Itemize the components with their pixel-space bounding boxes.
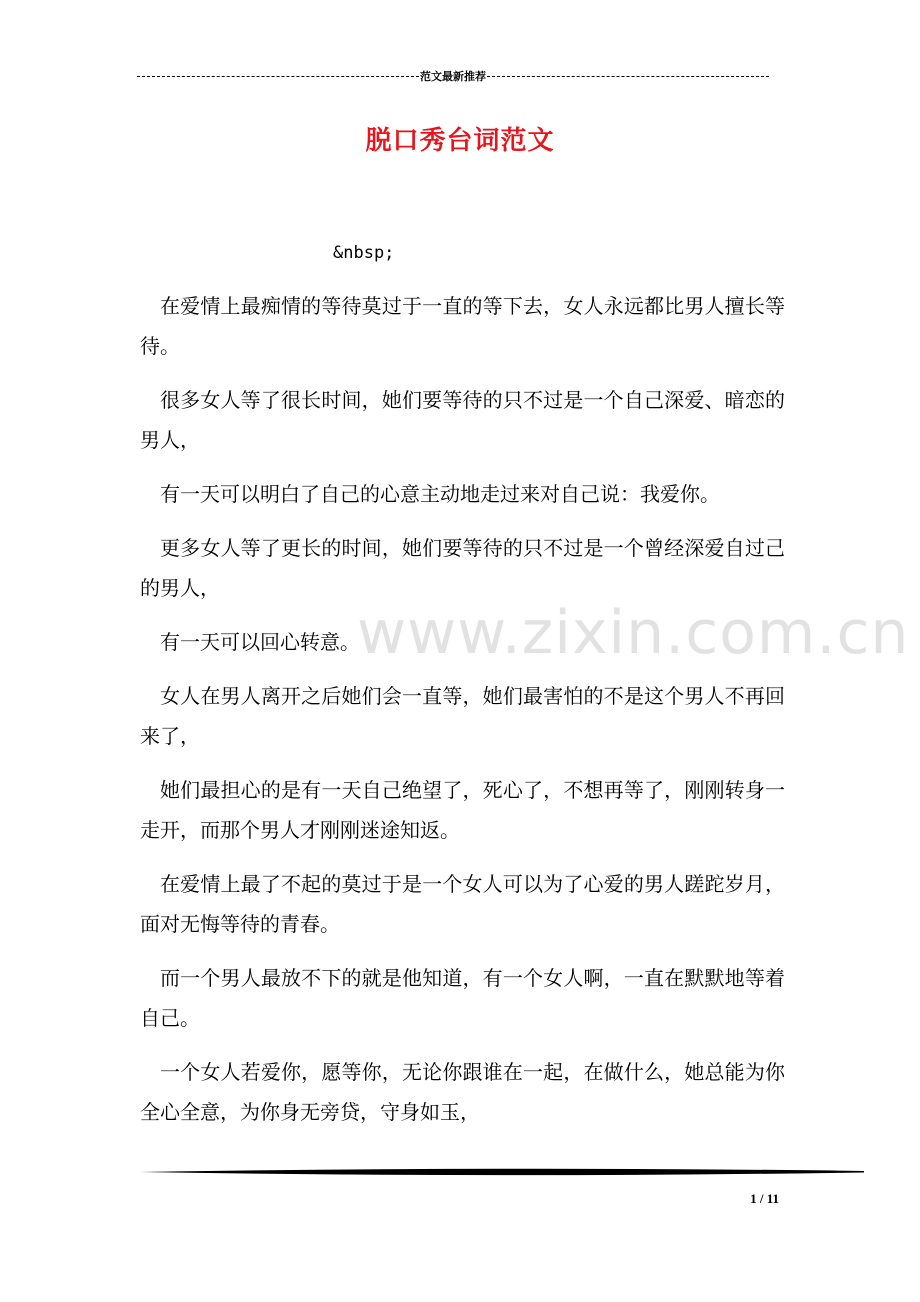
paragraph: 而一个男人最放不下的就是他知道，有一个女人啊，一直在默默地等着自己。: [140, 966, 785, 1030]
document-body: [140, 286, 785, 1146]
nbsp-text: &nbsp;: [333, 243, 395, 263]
paragraph: 女人在男人离开之后她们会一直等，她们最害怕的不是这个男人不再回来了，: [140, 684, 785, 748]
paragraph: 在爱情上最痴情的等待莫过于一直的等下去，女人永远都比男人擅长等待。: [140, 294, 785, 358]
paragraph: 有一天可以回心转意。: [160, 630, 360, 654]
watermark: www.zixin.com.cn: [357, 598, 910, 668]
header-dash-left: [137, 76, 419, 77]
footer-rule: [140, 1165, 864, 1179]
page-header: [137, 66, 769, 86]
paragraph: 很多女人等了很长时间，她们要等待的只不过是一个自己深爱、暗恋的男人，: [140, 388, 785, 452]
paragraph: 有一天可以明白了自己的心意主动地走过来对自己说：我爱你。: [160, 482, 720, 506]
header-dash-right: [487, 76, 769, 77]
header-label: 范文最新推荐: [420, 70, 486, 83]
page-number: 1 / 11: [750, 1191, 779, 1206]
document-title: 脱口秀台词范文: [365, 126, 555, 156]
paragraph: 更多女人等了更长的时间，她们要等待的只不过是一个曾经深爱自过己的男人，: [140, 536, 785, 600]
paragraph: 在爱情上最了不起的莫过于是一个女人可以为了心爱的男人蹉跎岁月，面对无悔等待的青春。: [140, 872, 785, 936]
paragraph: 一个女人若爱你，愿等你，无论你跟谁在一起，在做什么，她总能为你全心全意，为你身无旁贷，守身如玉，: [140, 1060, 785, 1124]
paragraph: 她们最担心的是有一天自己绝望了，死心了，不想再等了，刚刚转身一走开，而那个男人才刚刚迷途知返。: [140, 778, 785, 842]
